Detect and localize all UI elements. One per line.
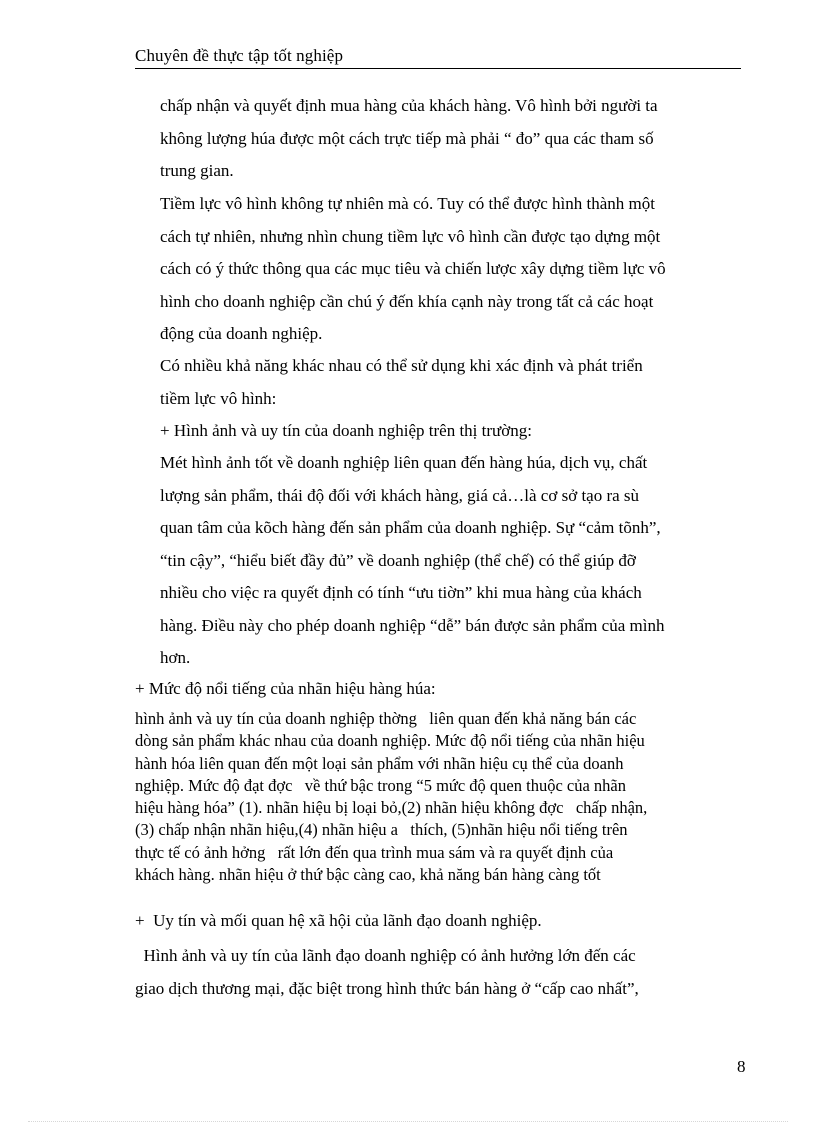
paragraph-brand-fame <box>135 708 740 886</box>
text-line: hình cho doanh nghiệp cần chú ý đến khía cạnh này trong tất cả các hoạt <box>160 291 654 311</box>
paragraph-possibilities <box>160 350 738 415</box>
text-line: hơn. <box>160 648 191 667</box>
subheading-leadership-reputation <box>135 910 740 932</box>
page-bottom-border <box>28 1121 788 1122</box>
subheading-brand-fame <box>135 678 740 700</box>
page-header <box>135 46 741 69</box>
text-line: Tiềm lực vô hình không tự nhiên mà có. Tuy có thể được hình thành một <box>160 194 655 213</box>
text-line: Hình ảnh và uy tín của lãnh đạo doanh nghiệp có ảnh hưởng lớn đến các <box>135 946 636 965</box>
text-line: (3) chấp nhận nhãn hiệu,(4) nhãn hiệu a thích, (5)nhãn hiệu nổi tiếng trên <box>135 820 628 840</box>
paragraph-intangible-definition <box>160 90 738 188</box>
text-line: tiềm lực vô hình: <box>160 388 277 408</box>
text-line: + Uy tín và mối quan hệ xã hội của lãnh đạo doanh nghiệp. <box>135 911 542 930</box>
text-line: trung gian. <box>160 161 234 180</box>
text-line: quan tâm của kõch hàng đến sản phẩm của doanh nghiệp. Sự “cảm tõnh”, <box>160 518 661 537</box>
text-line: chấp nhận và quyết định mua hàng của khách hàng. Vô hình bởi người ta <box>160 96 658 115</box>
text-line: Có nhiều khả năng khác nhau có thể sử dụng khi xác định và phát triển <box>160 356 643 375</box>
paragraph-good-image <box>160 447 738 675</box>
text-line: cách tự nhiên, nhưng nhìn chung tiềm lực vô hình cần được tạo dựng một <box>160 226 661 246</box>
text-line: lượng sản phẩm, thái độ đối với khách hàng, giá cả…là cơ sở tạo ra sù <box>160 485 640 505</box>
text-line: thực tế có ảnh hởng rất lớn đến qua trình mua sám và ra quyết định của <box>135 842 614 862</box>
text-line: dòng sản phẩm khác nhau của doanh nghiệp. Mức độ nổi tiếng của nhãn hiệu <box>135 731 645 751</box>
text-line: giao dịch thương mại, đặc biệt trong hình thức bán hàng ở “cấp cao nhất”, <box>135 978 639 998</box>
text-line: hiệu hàng hóa” (1). nhãn hiệu bị loại bỏ,(2) nhãn hiệu không đợc chấp nhận, <box>135 798 648 818</box>
text-line: + Hình ảnh và uy tín của doanh nghiệp trên thị trường: <box>160 421 532 440</box>
text-line: hành hóa liên quan đến một loại sản phẩm với nhãn hiệu cụ thể của doanh <box>135 753 624 773</box>
text-line: không lượng húa được một cách trực tiếp mà phải “ đo” qua các tham số <box>160 128 654 148</box>
page-number: 8 <box>737 1057 746 1076</box>
paragraph-leadership <box>135 940 740 1005</box>
text-line: nhiều cho việc ra quyết định có tính “ưu tiờn” khi mua hàng của khách <box>160 583 642 602</box>
text-line: hình ảnh và uy tín của doanh nghiệp thờng liên quan đến khả năng bán các <box>135 709 637 728</box>
text-line: Mét hình ảnh tốt về doanh nghiệp liên quan đến hàng húa, dịch vụ, chất <box>160 453 648 472</box>
text-line: + Mức độ nổi tiếng của nhãn hiệu hàng húa: <box>135 679 436 698</box>
subheading-image-reputation <box>160 415 738 448</box>
text-line: nghiệp. Mức độ đạt đợc về thứ bậc trong “5 mức độ quen thuộc của nhãn <box>135 775 627 795</box>
text-line: “tin cậy”, “hiểu biết đầy đủ” về doanh nghiệp (thể chế) có thể giúp đỡ <box>160 550 636 570</box>
header-title: Chuyên đề thực tập tốt nghiệp <box>135 46 344 65</box>
text-line: động của doanh nghiệp. <box>160 324 323 343</box>
text-line: cách có ý thức thông qua các mục tiêu và chiến lược xây dựng tiềm lực vô <box>160 259 666 278</box>
text-line: khách hàng. nhãn hiệu ở thứ bậc càng cao, khả năng bán hàng càng tốt <box>135 865 601 885</box>
text-line: hàng. Điều này cho phép doanh nghiệp “dễ” bán được sản phẩm của mình <box>160 615 665 635</box>
paragraph-intangible-building <box>160 188 738 351</box>
